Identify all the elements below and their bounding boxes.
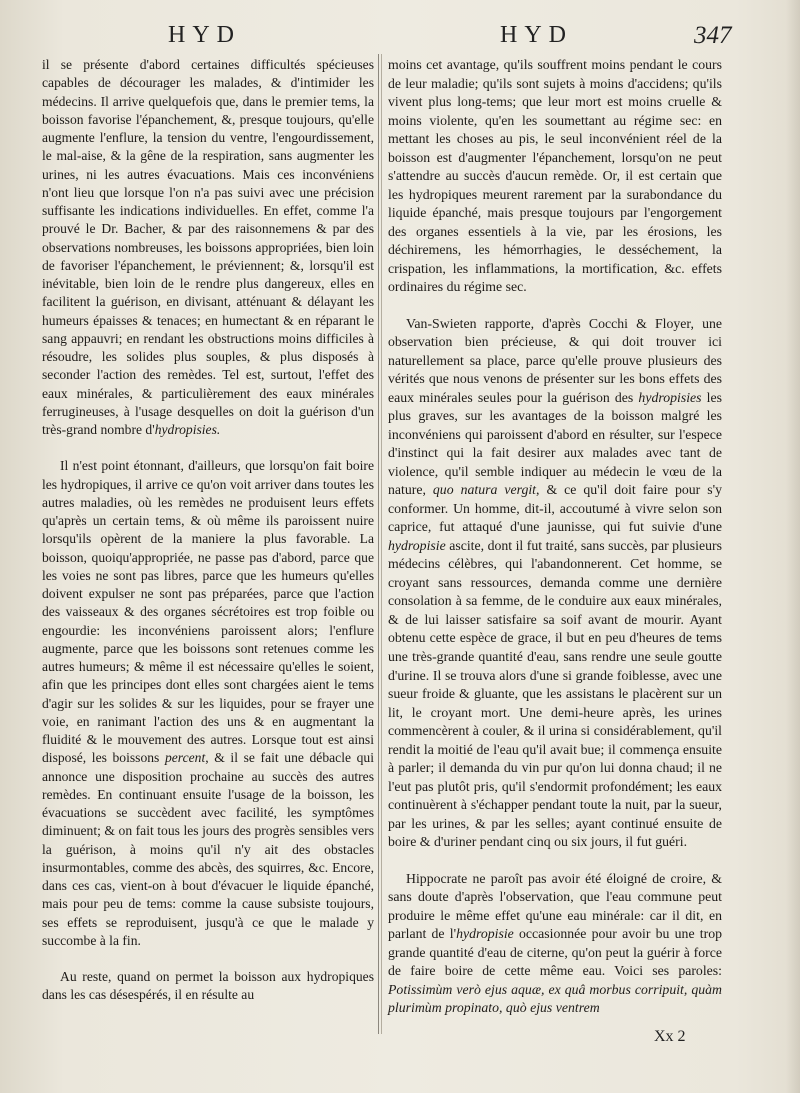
running-head-right: HYD bbox=[500, 22, 573, 48]
column-rule bbox=[378, 54, 379, 1034]
paragraph: Au reste, quand on permet la boisson aux hydropiques dans les cas désespérés, il en résulte au bbox=[42, 969, 374, 1003]
italic-term: hydropisies bbox=[638, 389, 702, 405]
running-head-left: HYD bbox=[168, 22, 241, 48]
paragraph-text: , & ce qu'il doit faire pour s'y conformer. Un homme, dit-il, accoutumé à vivre selon son caprice, fut attaqué d'une jaunisse, qui fut suivie d'une bbox=[388, 482, 722, 535]
paragraph bbox=[42, 56, 374, 439]
paragraph-text: ascite, dont il fut traité, sans succès, par plusieurs médecins célèbres, qui l'abandonnerent. Cet homme, se croyant sans ressources, demanda comme une dernière consolation à sa femme, de le conduire aux eaux minérales, & de lui laisser satisfaire sa soif avant de mourir. Ayant obtenu cette espèce de grace, il but en peu d'heures de tems une très-grande quantité d'eau, sans rendre une seule goutte d'urine. Il se trouva alors d'une si grande foiblesse, avec une sueur froide & gluante, que les assistans le placèrent sur un lit, le croyant mort. Une demi-heure après, les urines commencèrent à couler, & il urina si considérablement, qu'il rendit la moitié de l'eau qu'il avait bue; il commença ensuite à parler; il demanda du vin pur qu'on lui donna chaud; il ne l'eut pas plutôt pris, qu'il s'endormit profondément; les eaux continuèrent à s'échapper pendant toute la nuit, par la sueur, par les urines, & par les selles; ayant continué ensuite de boire & d'uriner pendant cinq ou six jours, il fut guéri. bbox=[388, 537, 722, 850]
paragraph-text: , & il se fait une débacle qui annonce une disposition prochaine au succès des autres remèdes. En continuant ensuite l'usage de la boisson, les évacuations se succèdent avec facilité, les symptômes diminuent; & on fait tous les jours des progrès sensibles vers la guérison, à moins qu'il n'y ait des obstacles insurmontables, comme des abcès, des squirres, &c. Encore, dans ces cas, vient-on à bout d'évacuer le liquide épanché, mais pour peu de tems: comme la cause subsiste toujours, ses effets se reproduisent, jusqu'à ce que le malade y succombe à la fin. bbox=[42, 750, 374, 948]
left-column bbox=[42, 56, 374, 1005]
paragraph-text: les plus graves, sur les avantages de la boisson malgré les inconvéniens qui paroissent d'abord en résulter, sur l'espece d'instinct qui la fait desirer aux malades avec tant de violence, qu'il semble indiquer au médecin le vœu de la nature, bbox=[388, 389, 722, 498]
paragraph bbox=[42, 457, 374, 950]
paragraph-text: Van-Swieten rapporte, d'après Cocchi & Floyer, une observation bien précieuse, & qui doit trouver ici naturellement sa place, parce qu'elle prouve plusieurs des vérités que nous venons de présenter sur les bons effets des eaux minérales seules pour la guérison des bbox=[388, 315, 722, 405]
paragraph-text: occasionnée pour avoir bu une trop grande quantité d'eau de citerne, qu'on peut la guérir à force de faire boire de cette même eau. Voici ses paroles: bbox=[388, 926, 722, 979]
paragraph-text: il se présente d'abord certaines difficultés spécieuses capables de décourager les malades, & d'intimider les médecins. Il arrive quelquefois que, dans le premier tems, la boisson favorise l'épanchement, &, presque toujours, qu'elle augmente l'enflure, la tension du ventre, l'engourdissement, le mal-aise, & la gêne de la respiration, sans augmenter les urines, ni les autres évacuations. Mais ces inconvéniens n'ont lieu que lorsque l'on n'a pas suivi avec une précision suffisante les indications individuelles. En effet, comme l'a prouvé le Dr. Bacher, & par des raisonnemens & par des observations nombreuses, les boissons appropriées, bien loin de favoriser l'épanchement, le préviennent; &, lorsqu'il est inévitable, bien loin de le rendre plus dangereux, elles en facilitent la guérison, en divisant, atténuant & délayant les humeurs épaisses & tenaces; en humectant & en réparant le sang appauvri; en rendant les obstructions moins difficiles à résoudre, les solides plus souples, & plus disposés à seconder l'action des remèdes. Tel est, surtout, l'effet des eaux minérales, & particulièrement des eaux minérales ferrugineuses, à l'usage desquelles on doit la guérison d'un très-grand nombre d' bbox=[42, 57, 374, 437]
paragraph-text: Il n'est point étonnant, d'ailleurs, que lorsqu'on fait boire les hydropiques, il arrive ce qu'on voit arriver dans toutes les autres maladies, où les remèdes ne produisent leurs effets qu'après un certain tems, & où même ils paroissent nuire lorsqu'ils opèrent de la maniere la plus favorable. La boisson, quoiqu'appropriée, ne passe pas d'abord, parce que les voies ne sont pas libres, parce que les humeurs qu'elles doivent expulser ne sont pas préparées, parce que l'action des vaisseaux & des organes sécrétoires est trop foible ou engourdie: les inconvéniens paroissent alors; l'enflure augmente, parce que les boissons sont retenues comme les autres humeurs; & même il est nécessaire qu'elles le soient, afin que les principes dont elles sont chargées aient le tems d'agir sur les solides & sur les liquides, pour se frayer une voie, en ranimant l'action des uns & en augmentant la fluidité & le mouvement des autres. Lorsque tout est ainsi disposé, les boissons bbox=[42, 458, 374, 766]
italic-term: hydropisie bbox=[456, 926, 514, 942]
signature-mark: Xx 2 bbox=[654, 1028, 686, 1045]
page-number: 347 bbox=[694, 22, 732, 49]
right-column bbox=[388, 56, 722, 1018]
italic-term: quo natura vergit bbox=[432, 482, 537, 498]
paragraph-text: Hippocrate ne paroît pas avoir été éloigné de croire, & sans doute d'après l'observation, que l'eau commune peut produire le même effet qu'une eau minérale: car il dit, en parlant de l' bbox=[388, 870, 722, 942]
italic-term: percent bbox=[164, 750, 206, 766]
column-rule-inner bbox=[381, 54, 382, 1034]
italic-term: hydropisie bbox=[388, 537, 446, 553]
italic-term: hydropisies. bbox=[154, 422, 221, 437]
page-edge-shadow bbox=[786, 0, 800, 1093]
paragraph bbox=[388, 315, 722, 852]
paragraph: moins cet avantage, qu'ils souffrent moins pendant le cours de leur maladie; qu'ils sont sujets à moins d'accidens; qu'ils vivent plus long-tems; que leur mort est moins cruelle & moins violente, qu'en les soumettant au régime sec: en mettant les choses au pis, le seul inconvénient réel de la boisson est d'augmenter l'épanchement, lorsqu'on ne peut s'attendre au succès d'aucun remède. Or, il est certain que les hydropiques meurent rarement par la surabondance du liquide épanché, mais presque toujours par l'engorgement des organes essentiels à la vie, par les érosions, les déchiremens, les hémorrhagies, le desséchement, la crispation, les inflammations, la mortification, &c. effets ordinaires du régime sec. bbox=[388, 57, 722, 295]
paragraph bbox=[388, 870, 722, 1018]
italic-latin-quote: Potissimùm verò ejus aquæ, ex quâ morbus corripuit, quàm plurimùm propinato, quò ejus ventrem bbox=[388, 981, 722, 1016]
